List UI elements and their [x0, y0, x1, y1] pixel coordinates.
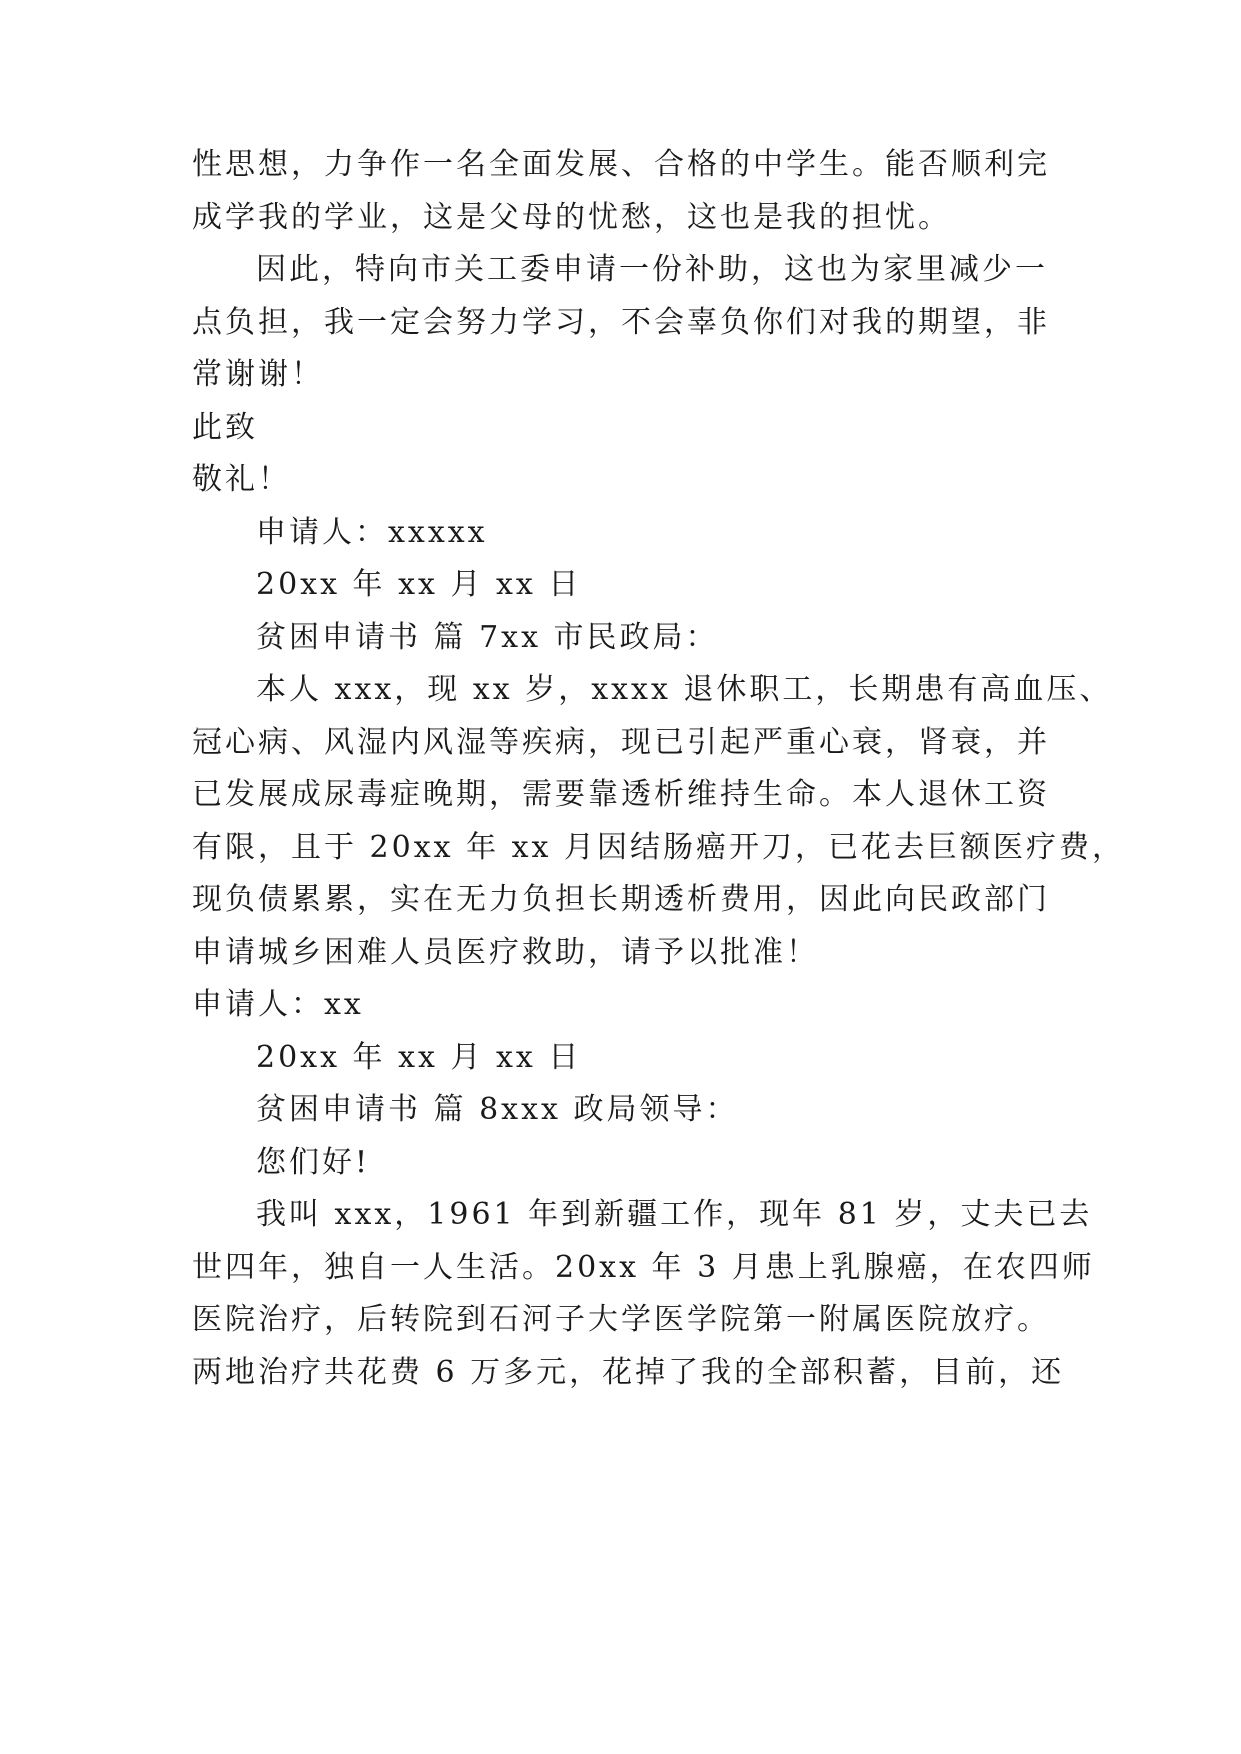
- paragraph-line: 申请城乡困难人员医疗救助，请予以批准！: [192, 935, 819, 970]
- section-heading: 贫困申请书 篇 8xxx 政局领导：: [256, 1092, 739, 1127]
- section-heading: 贫困申请书 篇 7xx 市民政局：: [256, 620, 719, 655]
- paragraph-line: 冠心病、风湿内风湿等疾病，现已引起严重心衰，肾衰，并: [192, 725, 1050, 760]
- paragraph-line: 医院治疗，后转院到石河子大学医学院第一附属医院放疗。: [192, 1302, 1050, 1337]
- paragraph-line: 常谢谢！: [192, 357, 324, 392]
- paragraph-line: 性思想，力争作一名全面发展、合格的中学生。能否顺利完: [192, 147, 1050, 182]
- paragraph-line: 因此，特向市关工委申请一份补助，这也为家里减少一: [256, 252, 1048, 287]
- date-line: 20xx 年 xx 月 xx 日: [256, 1040, 582, 1075]
- paragraph-line: 现负债累累，实在无力负担长期透析费用，因此向民政部门: [192, 882, 1050, 917]
- applicant-signature: 申请人：xx: [192, 987, 364, 1022]
- paragraph-line: 世四年，独自一人生活。20xx 年 3 月患上乳腺癌，在农四师: [192, 1250, 1095, 1285]
- paragraph-line: 本人 xxx，现 xx 岁，xxxx 退休职工，长期患有高血压、: [256, 672, 1113, 707]
- paragraph-line: 成学我的学业，这是父母的忧愁，这也是我的担忧。: [192, 200, 951, 235]
- paragraph-line: 点负担，我一定会努力学习，不会辜负你们对我的期望，非: [192, 305, 1050, 340]
- greeting: 您们好!: [256, 1145, 371, 1180]
- date-line: 20xx 年 xx 月 xx 日: [256, 567, 582, 602]
- closing-salutation: 此致: [192, 410, 258, 445]
- closing-salutation: 敬礼！: [192, 462, 291, 497]
- paragraph-line: 我叫 xxx，1961 年到新疆工作，现年 81 岁，丈夫已去: [256, 1197, 1093, 1232]
- paragraph-line: 有限，且于 20xx 年 xx 月因结肠癌开刀，已花去巨额医疗费，: [192, 830, 1125, 865]
- applicant-signature: 申请人：xxxxx: [256, 515, 488, 550]
- paragraph-line: 两地治疗共花费 6 万多元，花掉了我的全部积蓄，目前，还: [192, 1355, 1065, 1390]
- paragraph-line: 已发展成尿毒症晚期，需要靠透析维持生命。本人退休工资: [192, 777, 1050, 812]
